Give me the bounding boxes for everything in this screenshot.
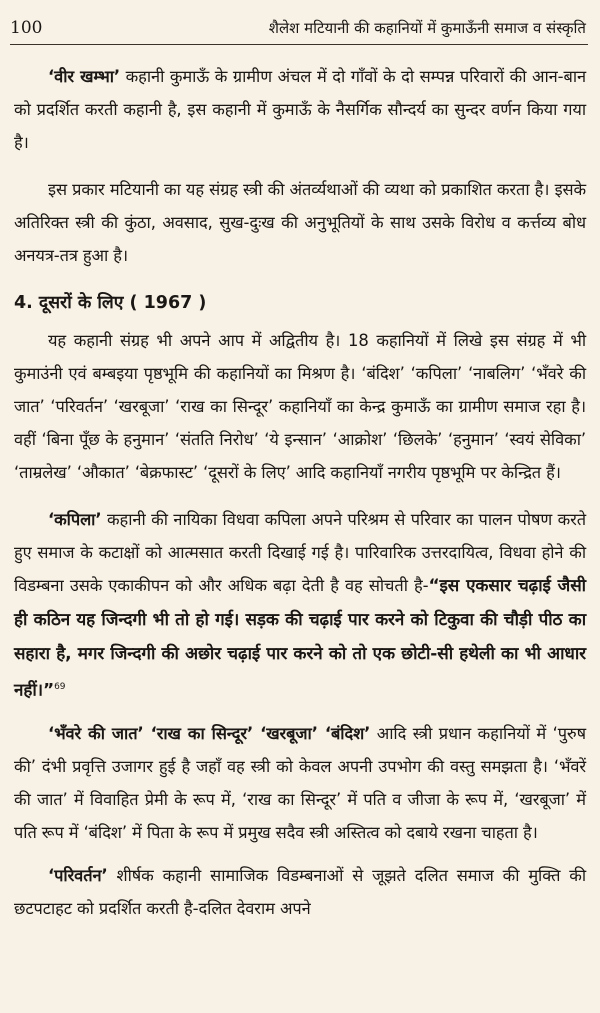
paragraph-text: कहानी की नायिका विधवा कपिला अपने परिश्रम से परिवार का पालन पोषण करते हुए समाज के कटाक्षों को आत्मसात करती दिखाई गई है। पारिवारिक उत्तरदायित्व, विधवा होने की विडम्बना उसके एकाकीपन को और अधिक बढ़ा देती है वह सोचती है-	[14, 510, 586, 595]
section-heading: 4. दूसरों के लिए ( 1967 )	[14, 293, 207, 313]
paragraph-stories	[14, 717, 586, 849]
page-body	[14, 60, 586, 939]
paragraph-parivartan	[14, 859, 586, 925]
story-titles: ‘भँवरे की जात’ ‘राख का सिन्दूर’ ‘खरबूजा’ ‘बंदिश’	[48, 724, 371, 744]
paragraph-veer-khambha	[14, 60, 586, 159]
story-title: ‘परिवर्तन’	[48, 866, 108, 886]
page-number: 100	[10, 18, 43, 38]
paragraph-text: शीर्षक कहानी सामाजिक विडम्बनाओं से जूझते दलित समाज की मुक्ति की छटपटाहट को प्रदर्शित करती है-दलित देवराम अपने	[14, 866, 586, 919]
paragraph-summary	[14, 173, 586, 272]
paragraph-kapila	[14, 503, 586, 707]
footnote-marker: 69	[54, 682, 66, 692]
quotation: “इस एकसार चढ़ाई जैसी ही कठिन यह जिन्दगी भी तो हो गई। सड़क की चढ़ाई पार करने को टिकुवा की चौड़ी पीठ का सहारा है, मगर जिन्दगी की अछोर चढ़ाई पार करने को तो एक छोटी-सी हथेली का भी आधार नहीं।”	[14, 576, 586, 701]
story-title: ‘कपिला’	[48, 510, 102, 529]
page-header	[10, 18, 586, 38]
paragraph-text: इस प्रकार मटियानी का यह संग्रह स्त्री की अंतर्व्यथाओं की व्यथा को प्रकाशित करता है। इसके अतिरिक्त स्त्री की कुंठा, अवसाद, सुख-दुःख की अनुभूतियों के साथ उसके विरोध व कर्त्तव्य बोध अनयत्र-तत्र हुआ है।	[14, 180, 586, 265]
paragraph-text: कहानी कुमाऊँ के ग्रामीण अंचल में दो गाँवों के दो सम्पन्न परिवारों की आन-बान को प्रदर्शित करती कहानी है, इस कहानी में कुमाऊँ के नैसर्गिक सौन्दर्य का सुन्दर वर्णन किया गया है।	[14, 67, 586, 152]
story-title: ‘वीर खम्भा’	[48, 67, 121, 86]
running-title: शैलेश मटियानी की कहानियों में कुमाऊँनी समाज व संस्कृति	[268, 19, 586, 37]
paragraph-text: यह कहानी संग्रह भी अपने आप में अद्वितीय है। 18 कहानियों में लिखे इस संग्रह में भी कुमाउंनी एवं बम्बइया पृष्ठभूमि की कहानियों का मिश्रण है। ‘बंदिश’ ‘कपिला’ ‘नाबलिग’ ‘भँवरे की जात’ ‘परिवर्तन’ ‘खरबूजा’ ‘राख का सिन्दूर’ कहानियाँ का केन्द्र कुमाऊँ का ग्रामीण समाज रहा है। वहीं ‘बिना पूँछ के हनुमान’ ‘संतति निरोध’ ‘ये इन्सान’ ‘आक्रोश’ ‘छिलके’ ‘हनुमान’ ‘स्वयं सेविका’ ‘ताम्रलेख’ ‘औकात’ ‘बेक्रफास्ट’ ‘दूसरों के लिए’ आदि कहानियाँ नगरीय पृष्ठभूमि पर केन्द्रित हैं।	[14, 331, 586, 482]
paragraph-text: आदि स्त्री प्रधान कहानियों में ‘पुरुष की’ दंभी प्रवृत्ति उजागर हुई है जहाँ वह स्त्री को केवल अपनी उपभोग की वस्तु समझता है। ‘भँवरें की जात’ में विवाहित प्रेमी के रूप में, ‘राख का सिन्दूर’ में पति व जीजा के रूप में, ‘खरबूजा’ में पति रूप में ‘बंदिश’ में पिता के रूप में प्रमुख सदैव स्त्री अस्तित्व को दबाये रखना चाहता है।	[14, 724, 587, 843]
paragraph-collection	[14, 324, 586, 489]
header-rule	[10, 44, 588, 45]
